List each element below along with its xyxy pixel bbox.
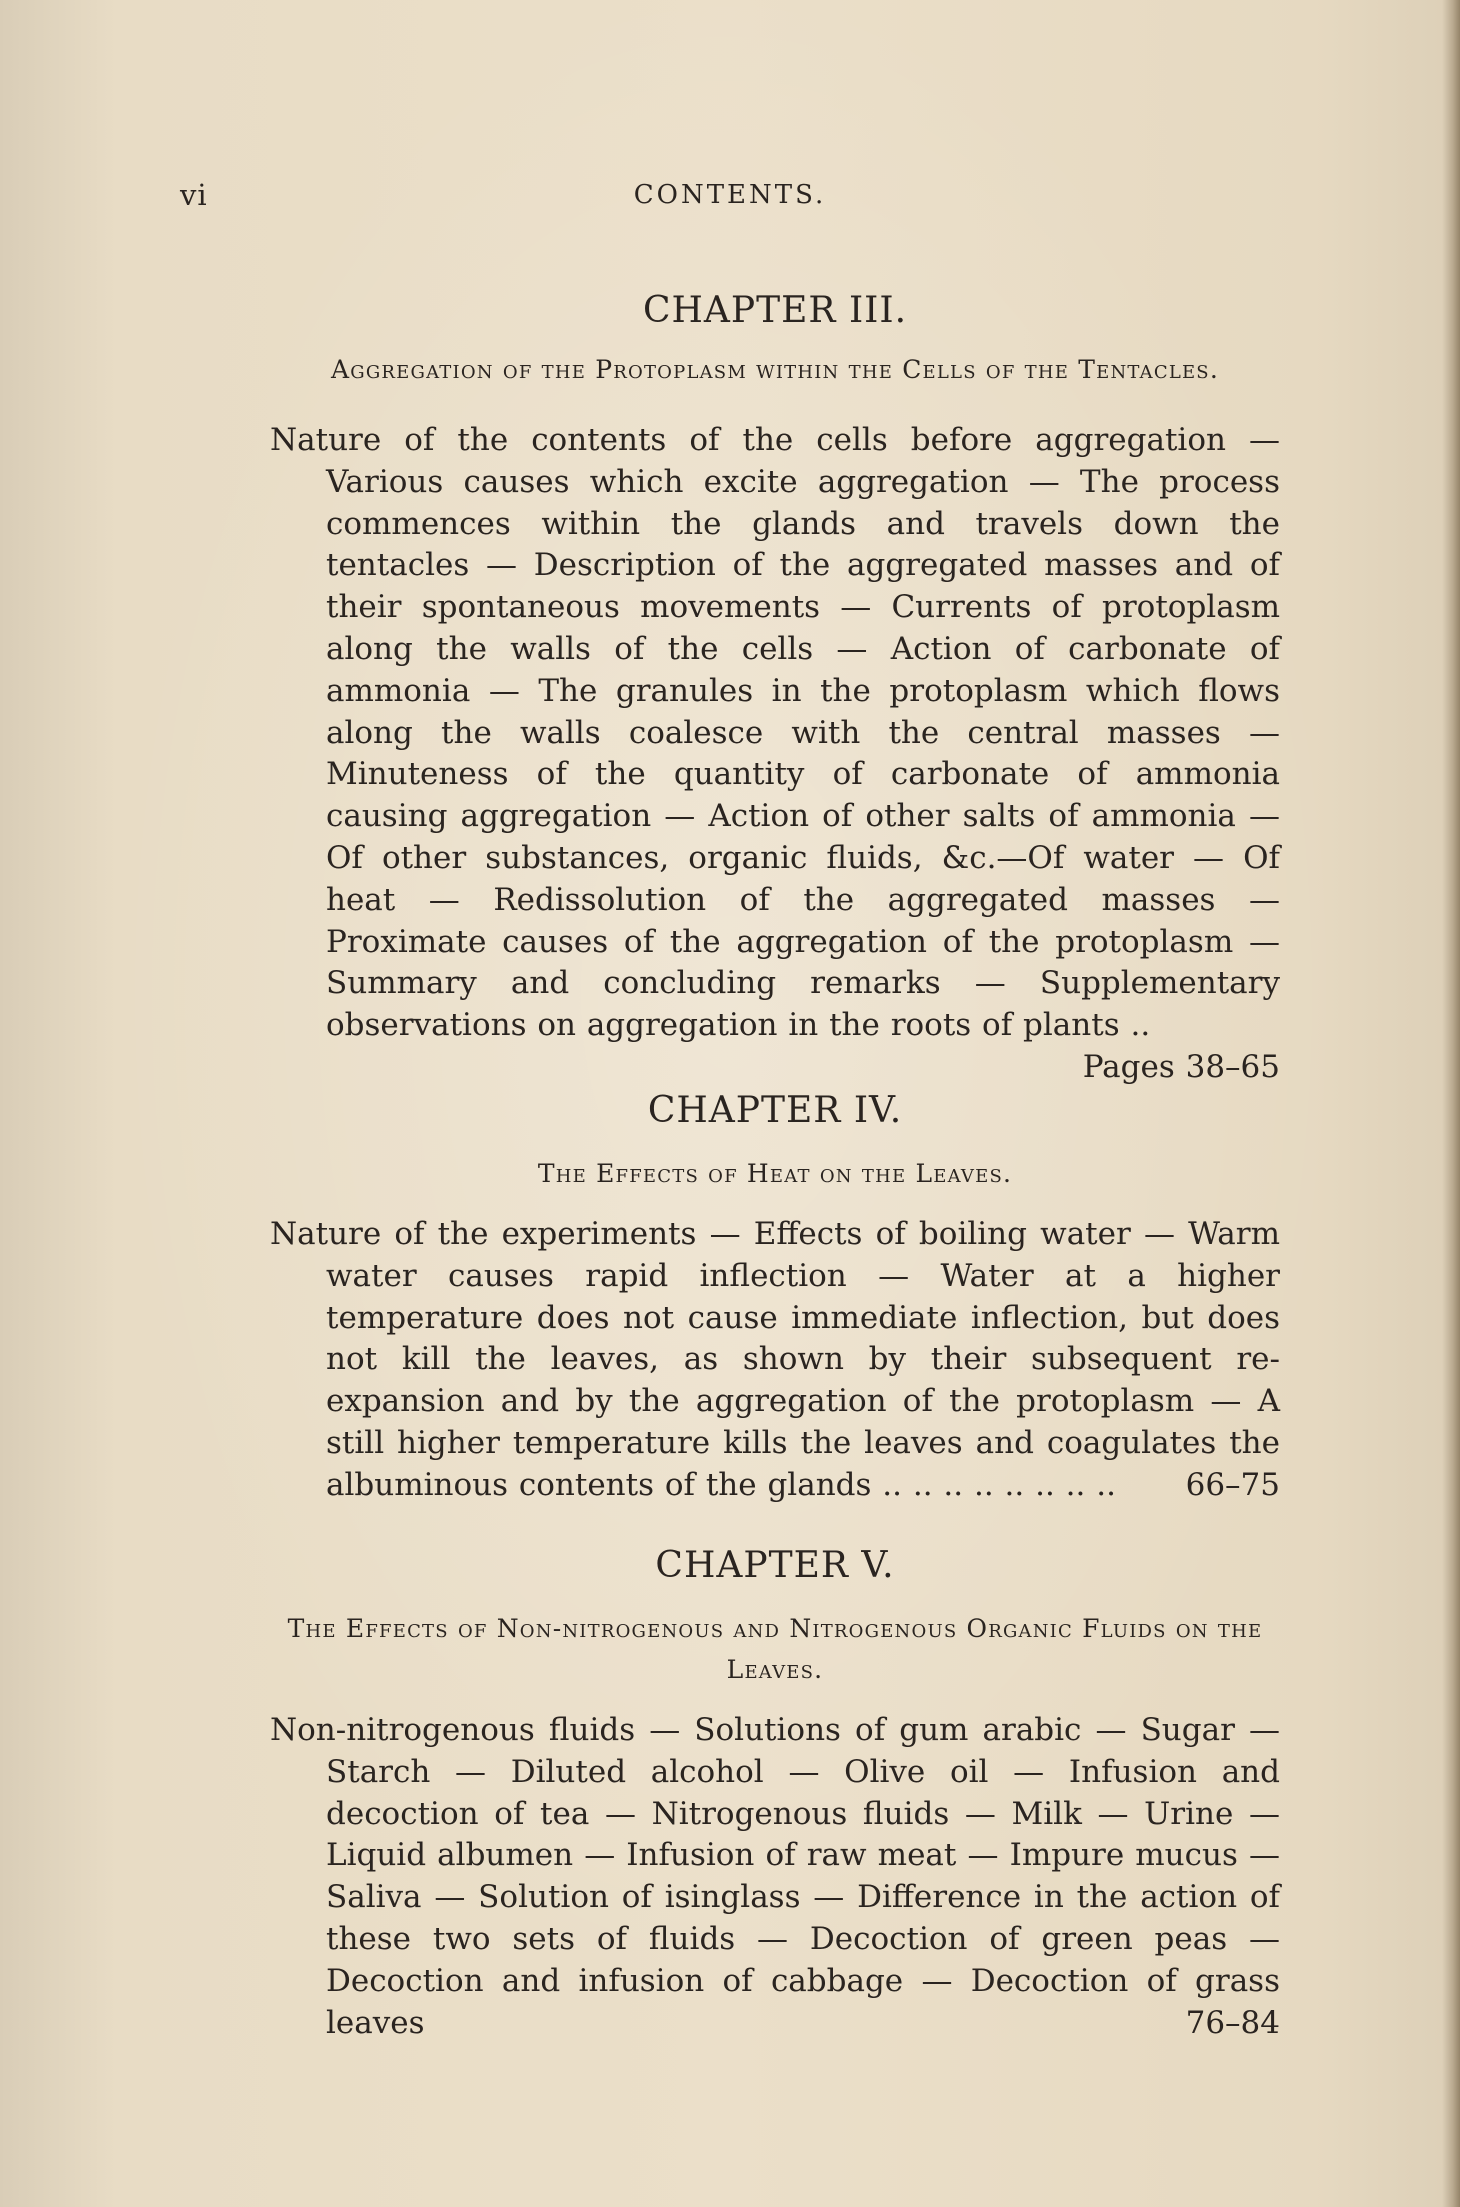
running-head: [180, 178, 1280, 218]
chapter-3-pages: Pages 38–65: [1082, 1048, 1280, 1085]
chapter-4-heading: CHAPTER IV.: [647, 1090, 903, 1131]
chapter-5-summary-text: Non-nitrogenous fluids — Solutions of gum arabic — Sugar — Starch — Diluted alcohol — Olive oil — Infusion and decoction of tea — Nitrogenous fluids — Milk — Urine — Liquid albumen — Infusion of raw meat — Impure mucus — Saliva — Solution of isinglass — Difference in the action of these two sets of fluids — Decoction of green peas — Decoction and infusion of cabbage — Decoction of grass leaves: [270, 1712, 1280, 2041]
chapter-5-pages: 76–84: [1185, 2004, 1280, 2041]
chapter-4-entry: [270, 1090, 1280, 1507]
page-folio: vi: [180, 178, 208, 212]
chapter-5-summary: [270, 1710, 1280, 2044]
chapter-4-pages: 66–75: [1185, 1466, 1280, 1503]
chapter-3-summary: [270, 420, 1280, 1085]
chapter-5-subtitle: The Effects of Non-nitrogenous and Nitrogenous Organic Fluids on the Leaves.: [287, 1614, 1263, 1684]
running-title: CONTENTS.: [633, 180, 827, 210]
chapter-4-summary: [270, 1214, 1280, 1507]
chapter-5-entry: [270, 1545, 1280, 2044]
chapter-3-summary-text: Nature of the contents of the cells before aggregation — Various causes which excite aggregation — The process commences within the glands and travels down the tentacles — Description of the aggregated masses and of their spontaneous movements — Currents of protoplasm along the walls of the cells — Action of carbonate of ammonia — The granules in the protoplasm which flows along the walls coalesce with the central masses — Minuteness of the quantity of carbonate of ammonia causing aggregation — Action of other salts of ammonia — Of other substances, organic fluids, &c.—Of water — Of heat — Redissolution of the aggregated masses — Proximate causes of the aggregation of the protoplasm — Summary and concluding remarks — Supplementary observations on aggregation in the roots of plants ..: [270, 422, 1280, 1044]
chapter-3-entry: [270, 290, 1280, 1089]
page-edge-shadow: [1442, 0, 1460, 2207]
chapter-5-heading: CHAPTER V.: [655, 1545, 895, 1586]
chapter-3-heading: CHAPTER III.: [642, 290, 908, 331]
chapter-4-subtitle: The Effects of Heat on the Leaves.: [537, 1159, 1013, 1188]
chapter-3-subtitle: Aggregation of the Protoplasm within the Cells of the Tentacles.: [331, 355, 1219, 384]
chapter-4-summary-text: Nature of the experiments — Effects of boiling water — Warm water causes rapid inflection — Water at a higher temperature does not cause immediate inflection, but does not kill the leaves, as shown by their subsequent re-expansion and by the aggregation of the protoplasm — A still higher temperature kills the leaves and coagulates the albuminous contents of the glands .. .. .. .. .. .. .. ..: [270, 1216, 1280, 1503]
